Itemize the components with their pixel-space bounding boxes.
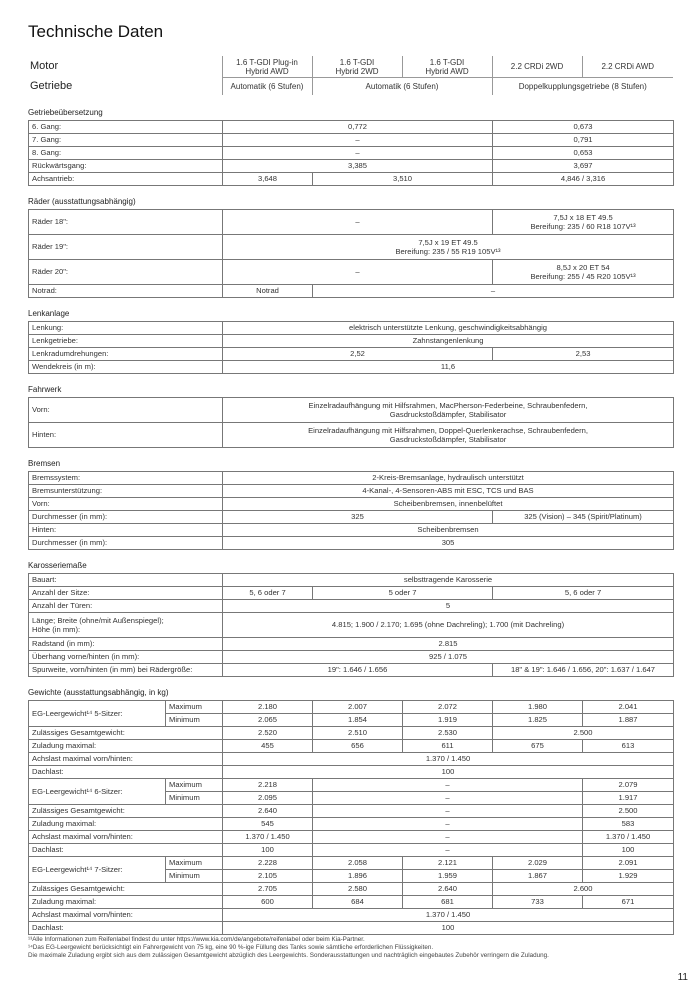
spec-table bbox=[28, 321, 674, 374]
value-cell: Zahnstangenlenkung bbox=[223, 335, 674, 348]
value-cell: 2.007 bbox=[313, 701, 403, 714]
value-cell: 2.041 bbox=[583, 701, 674, 714]
value-cell: 1.867 bbox=[493, 870, 583, 883]
row-label: EG-Leergewicht¹⁴ 6-Sitzer: bbox=[29, 779, 166, 805]
value-cell: 325 bbox=[223, 511, 493, 524]
value-cell: 455 bbox=[223, 740, 313, 753]
value-cell: 2.079 bbox=[583, 779, 674, 792]
value-cell: 1.370 / 1.450 bbox=[223, 909, 674, 922]
section-title: Lenkanlage bbox=[28, 309, 70, 318]
value-cell: elektrisch unterstützte Lenkung, geschwindigkeitsabhängig bbox=[223, 322, 674, 335]
table-row bbox=[29, 909, 674, 922]
value-cell: 583 bbox=[583, 818, 674, 831]
row-sublabel: Maximum bbox=[166, 701, 223, 714]
getriebe-value: Doppelkupplungsgetriebe (8 Stufen) bbox=[492, 78, 673, 96]
row-label: Vorn: bbox=[29, 398, 223, 423]
value-cell: 0,791 bbox=[493, 134, 674, 147]
table-row bbox=[29, 322, 674, 335]
value-cell: 1.887 bbox=[583, 714, 674, 727]
model-column: 1.6 T-GDI Hybrid AWD bbox=[402, 56, 492, 78]
spec-table bbox=[28, 573, 674, 677]
row-label: Lenkung: bbox=[29, 322, 223, 335]
table-row bbox=[29, 587, 674, 600]
table-row bbox=[29, 844, 674, 857]
table-row bbox=[29, 485, 674, 498]
value-cell: 2.705 bbox=[223, 883, 313, 896]
value-cell: – bbox=[313, 831, 583, 844]
value-cell: 3,510 bbox=[313, 173, 493, 186]
row-label: Zuladung maximal: bbox=[29, 740, 223, 753]
value-cell: 925 / 1.075 bbox=[223, 651, 674, 664]
value-cell: – bbox=[223, 147, 493, 160]
table-row bbox=[29, 766, 674, 779]
row-label: Dachlast: bbox=[29, 766, 223, 779]
value-cell: 2.029 bbox=[493, 857, 583, 870]
table-row bbox=[29, 883, 674, 896]
value-cell: 2.218 bbox=[223, 779, 313, 792]
row-sublabel: Minimum bbox=[166, 792, 223, 805]
value-cell: 8,5J x 20 ET 54 Bereifung: 255 / 45 R20 105V¹³ bbox=[493, 260, 674, 285]
value-cell: 2.105 bbox=[223, 870, 313, 883]
table-row bbox=[29, 638, 674, 651]
section-title: Bremsen bbox=[28, 459, 61, 468]
row-label: Zuladung maximal: bbox=[29, 818, 223, 831]
row-label: 6. Gang: bbox=[29, 121, 223, 134]
row-label: Durchmesser (in mm): bbox=[29, 537, 223, 550]
row-label: Achslast maximal vorn/hinten: bbox=[29, 753, 223, 766]
spec-table bbox=[28, 120, 674, 186]
value-cell: 325 (Vision) – 345 (Spirit/Platinum) bbox=[493, 511, 674, 524]
value-cell: 2.510 bbox=[313, 727, 403, 740]
getriebe-label: Getriebe bbox=[30, 79, 73, 92]
value-cell: 1.919 bbox=[403, 714, 493, 727]
table-row bbox=[29, 235, 674, 260]
value-cell: 0,653 bbox=[493, 147, 674, 160]
row-sublabel: Minimum bbox=[166, 714, 223, 727]
value-cell: – bbox=[313, 779, 583, 792]
value-cell: 733 bbox=[493, 896, 583, 909]
value-cell: – bbox=[313, 818, 583, 831]
value-cell: 1.896 bbox=[313, 870, 403, 883]
value-cell: 684 bbox=[313, 896, 403, 909]
spec-table bbox=[28, 471, 674, 550]
table-row bbox=[29, 210, 674, 235]
value-cell: 2.580 bbox=[313, 883, 403, 896]
table-row bbox=[29, 134, 674, 147]
model-column: 1.6 T-GDI Hybrid 2WD bbox=[312, 56, 402, 78]
value-cell: 1.980 bbox=[493, 701, 583, 714]
value-cell: 1.959 bbox=[403, 870, 493, 883]
value-cell: – bbox=[223, 260, 493, 285]
motor-label: Motor bbox=[30, 60, 59, 73]
value-cell: Notrad bbox=[223, 285, 313, 298]
value-cell: – bbox=[313, 805, 583, 818]
section-title: Karosseriemaße bbox=[28, 561, 87, 570]
row-label: 7. Gang: bbox=[29, 134, 223, 147]
page-number: 11 bbox=[677, 972, 688, 983]
value-cell: – bbox=[223, 134, 493, 147]
page-title: Technische Daten bbox=[28, 22, 164, 41]
row-label: Achslast maximal vorn/hinten: bbox=[29, 909, 223, 922]
table-row bbox=[29, 831, 674, 844]
value-cell: 600 bbox=[223, 896, 313, 909]
table-row bbox=[29, 423, 674, 448]
table-row bbox=[29, 896, 674, 909]
row-label: Bremssystem: bbox=[29, 472, 223, 485]
table-row bbox=[29, 524, 674, 537]
value-cell: 5 bbox=[223, 600, 674, 613]
value-cell: 2.500 bbox=[583, 805, 674, 818]
row-label: Lenkgetriebe: bbox=[29, 335, 223, 348]
value-cell: 4-Kanal-, 4-Sensoren-ABS mit ESC, TCS und BAS bbox=[223, 485, 674, 498]
table-row bbox=[29, 472, 674, 485]
value-cell: 7,5J x 18 ET 49.5 Bereifung: 235 / 60 R18 107V¹³ bbox=[493, 210, 674, 235]
value-cell: 7,5J x 19 ET 49.5 Bereifung: 235 / 55 R19 105V¹³ bbox=[223, 235, 674, 260]
value-cell: 100 bbox=[223, 844, 313, 857]
value-cell: 1.370 / 1.450 bbox=[223, 831, 313, 844]
value-cell: 100 bbox=[223, 922, 674, 935]
value-cell: 100 bbox=[583, 844, 674, 857]
value-cell: 681 bbox=[403, 896, 493, 909]
value-cell: 2.600 bbox=[493, 883, 674, 896]
value-cell: 2,52 bbox=[223, 348, 493, 361]
value-cell: 18" & 19": 1.646 / 1.656, 20": 1.637 / 1.647 bbox=[493, 664, 674, 677]
row-label: Rückwärtsgang: bbox=[29, 160, 223, 173]
row-label: Zuladung maximal: bbox=[29, 896, 223, 909]
row-label: Lenkradumdrehungen: bbox=[29, 348, 223, 361]
table-row bbox=[29, 727, 674, 740]
model-column: 2.2 CRDi 2WD bbox=[492, 56, 582, 78]
model-header bbox=[28, 56, 673, 95]
getriebe-value: Automatik (6 Stufen) bbox=[222, 78, 312, 96]
value-cell: 3,385 bbox=[223, 160, 493, 173]
row-label: Dachlast: bbox=[29, 844, 223, 857]
row-label: Zulässiges Gesamtgewicht: bbox=[29, 727, 223, 740]
value-cell: 100 bbox=[223, 766, 674, 779]
value-cell: 3,697 bbox=[493, 160, 674, 173]
value-cell: 0,772 bbox=[223, 121, 493, 134]
value-cell: 675 bbox=[493, 740, 583, 753]
row-label: Wendekreis (in m): bbox=[29, 361, 223, 374]
row-label: Dachlast: bbox=[29, 922, 223, 935]
model-column: 2.2 CRDi AWD bbox=[582, 56, 673, 78]
section-title: Gewichte (ausstattungsabhängig, in kg) bbox=[28, 688, 169, 697]
row-label: Bauart: bbox=[29, 574, 223, 587]
value-cell: – bbox=[313, 792, 583, 805]
value-cell: 2.500 bbox=[493, 727, 674, 740]
row-label: Bremsunterstützung: bbox=[29, 485, 223, 498]
table-row bbox=[29, 857, 674, 870]
value-cell: 2-Kreis-Bremsanlage, hydraulisch unterstützt bbox=[223, 472, 674, 485]
value-cell: 2.121 bbox=[403, 857, 493, 870]
row-label: Zulässiges Gesamtgewicht: bbox=[29, 883, 223, 896]
table-row bbox=[29, 511, 674, 524]
value-cell: 2.228 bbox=[223, 857, 313, 870]
value-cell: – bbox=[313, 285, 674, 298]
value-cell: 656 bbox=[313, 740, 403, 753]
row-sublabel: Maximum bbox=[166, 779, 223, 792]
row-label: Hinten: bbox=[29, 423, 223, 448]
value-cell: 4,846 / 3,316 bbox=[493, 173, 674, 186]
value-cell: 2.091 bbox=[583, 857, 674, 870]
row-label: Vorn: bbox=[29, 498, 223, 511]
value-cell: 2.058 bbox=[313, 857, 403, 870]
section-title: Räder (ausstattungsabhängig) bbox=[28, 197, 136, 206]
value-cell: 2.520 bbox=[223, 727, 313, 740]
value-cell: 671 bbox=[583, 896, 674, 909]
value-cell: 5 oder 7 bbox=[313, 587, 493, 600]
value-cell: 2.815 bbox=[223, 638, 674, 651]
spec-sections bbox=[28, 108, 673, 946]
table-row bbox=[29, 740, 674, 753]
table-row bbox=[29, 498, 674, 511]
value-cell: – bbox=[313, 844, 583, 857]
table-row bbox=[29, 701, 674, 714]
value-cell: 2.640 bbox=[223, 805, 313, 818]
value-cell: Einzelradaufhängung mit Hilfsrahmen, Doppel-Querlenkerachse, Schraubenfedern, Gasdruckstoßdämpfer, Stabilisator bbox=[223, 423, 674, 448]
row-label: Räder 19": bbox=[29, 235, 223, 260]
value-cell: 0,673 bbox=[493, 121, 674, 134]
value-cell: 1.825 bbox=[493, 714, 583, 727]
value-cell: 2.095 bbox=[223, 792, 313, 805]
row-label: Notrad: bbox=[29, 285, 223, 298]
getriebe-value: Automatik (6 Stufen) bbox=[312, 78, 492, 96]
row-label: Achsantrieb: bbox=[29, 173, 223, 186]
row-label: Zulässiges Gesamtgewicht: bbox=[29, 805, 223, 818]
value-cell: 1.929 bbox=[583, 870, 674, 883]
value-cell: 613 bbox=[583, 740, 674, 753]
value-cell: 1.854 bbox=[313, 714, 403, 727]
row-label: Durchmesser (in mm): bbox=[29, 511, 223, 524]
spec-table bbox=[28, 700, 674, 935]
row-label: Länge; Breite (ohne/mit Außenspiegel); Höhe (in mm): bbox=[29, 613, 223, 638]
value-cell: 2.065 bbox=[223, 714, 313, 727]
table-row bbox=[29, 160, 674, 173]
row-label: Hinten: bbox=[29, 524, 223, 537]
value-cell: 5, 6 oder 7 bbox=[493, 587, 674, 600]
spec-table bbox=[28, 397, 674, 448]
table-row bbox=[29, 651, 674, 664]
row-label: 8. Gang: bbox=[29, 147, 223, 160]
table-row bbox=[29, 664, 674, 677]
row-label: EG-Leergewicht¹⁴ 5-Sitzer: bbox=[29, 701, 166, 727]
footnotes: ¹³Alle Informationen zum Reifenlabel findest du unter https://www.kia.com/de/angebote/reifenlabel oder beim Kia-Partner. ¹⁴Das EG-Leergewicht berücksichtigt ein Fahrergewicht von 75 kg, eine 90 %-ige Füllung des Tanks sowie sämtliche erforderlichen Flüssigkeiten. Die maximale Zuladung ergibt sich aus dem zulässigen Gesamtgewicht abzüglich des Leergewichts. Sonderausstattungen und nachträglich eingebautes Zubehör verringern die Zuladung. bbox=[28, 936, 549, 959]
value-cell: 611 bbox=[403, 740, 493, 753]
table-row bbox=[29, 537, 674, 550]
row-label: Räder 18": bbox=[29, 210, 223, 235]
table-row bbox=[29, 173, 674, 186]
value-cell: 5, 6 oder 7 bbox=[223, 587, 313, 600]
row-label: Achslast maximal vorn/hinten: bbox=[29, 831, 223, 844]
value-cell: 1.370 / 1.450 bbox=[583, 831, 674, 844]
table-row bbox=[29, 348, 674, 361]
value-cell: 1.370 / 1.450 bbox=[223, 753, 674, 766]
value-cell: 4.815; 1.900 / 2.170; 1.695 (ohne Dachreling); 1.700 (mit Dachreling) bbox=[223, 613, 674, 638]
table-row bbox=[29, 398, 674, 423]
table-row bbox=[29, 805, 674, 818]
table-row bbox=[29, 753, 674, 766]
value-cell: 2.640 bbox=[403, 883, 493, 896]
row-label: Radstand (in mm): bbox=[29, 638, 223, 651]
value-cell: 19": 1.646 / 1.656 bbox=[223, 664, 493, 677]
value-cell: 11,6 bbox=[223, 361, 674, 374]
table-row bbox=[29, 779, 674, 792]
table-row bbox=[29, 260, 674, 285]
row-sublabel: Maximum bbox=[166, 857, 223, 870]
value-cell: Scheibenbremsen bbox=[223, 524, 674, 537]
value-cell: Scheibenbremsen, innenbelüftet bbox=[223, 498, 674, 511]
value-cell: 305 bbox=[223, 537, 674, 550]
table-row bbox=[29, 613, 674, 638]
row-label: Anzahl der Sitze: bbox=[29, 587, 223, 600]
value-cell: 1.917 bbox=[583, 792, 674, 805]
model-column: 1.6 T-GDI Plug-in Hybrid AWD bbox=[222, 56, 312, 78]
value-cell: 545 bbox=[223, 818, 313, 831]
table-row bbox=[29, 147, 674, 160]
value-cell: 3,648 bbox=[223, 173, 313, 186]
section-title: Getriebeübersetzung bbox=[28, 108, 103, 117]
table-row bbox=[29, 574, 674, 587]
value-cell: 2.180 bbox=[223, 701, 313, 714]
value-cell: 2,53 bbox=[493, 348, 674, 361]
table-row bbox=[29, 121, 674, 134]
value-cell: 2.072 bbox=[403, 701, 493, 714]
value-cell: Einzelradaufhängung mit Hilfsrahmen, MacPherson-Federbeine, Schraubenfedern, Gasdruckstoßdämpfer, Stabilisator bbox=[223, 398, 674, 423]
row-label: Überhang vorne/hinten (in mm): bbox=[29, 651, 223, 664]
row-sublabel: Minimum bbox=[166, 870, 223, 883]
value-cell: – bbox=[223, 210, 493, 235]
row-label: Spurweite, vorn/hinten (in mm) bei Rädergröße: bbox=[29, 664, 223, 677]
table-row bbox=[29, 335, 674, 348]
row-label: EG-Leergewicht¹⁴ 7-Sitzer: bbox=[29, 857, 166, 883]
table-row bbox=[29, 818, 674, 831]
table-row bbox=[29, 285, 674, 298]
table-row bbox=[29, 922, 674, 935]
table-row bbox=[29, 361, 674, 374]
table-row bbox=[29, 600, 674, 613]
section-title: Fahrwerk bbox=[28, 385, 62, 394]
spec-table bbox=[28, 209, 674, 298]
row-label: Anzahl der Türen: bbox=[29, 600, 223, 613]
value-cell: 2.530 bbox=[403, 727, 493, 740]
value-cell: selbsttragende Karosserie bbox=[223, 574, 674, 587]
row-label: Räder 20": bbox=[29, 260, 223, 285]
